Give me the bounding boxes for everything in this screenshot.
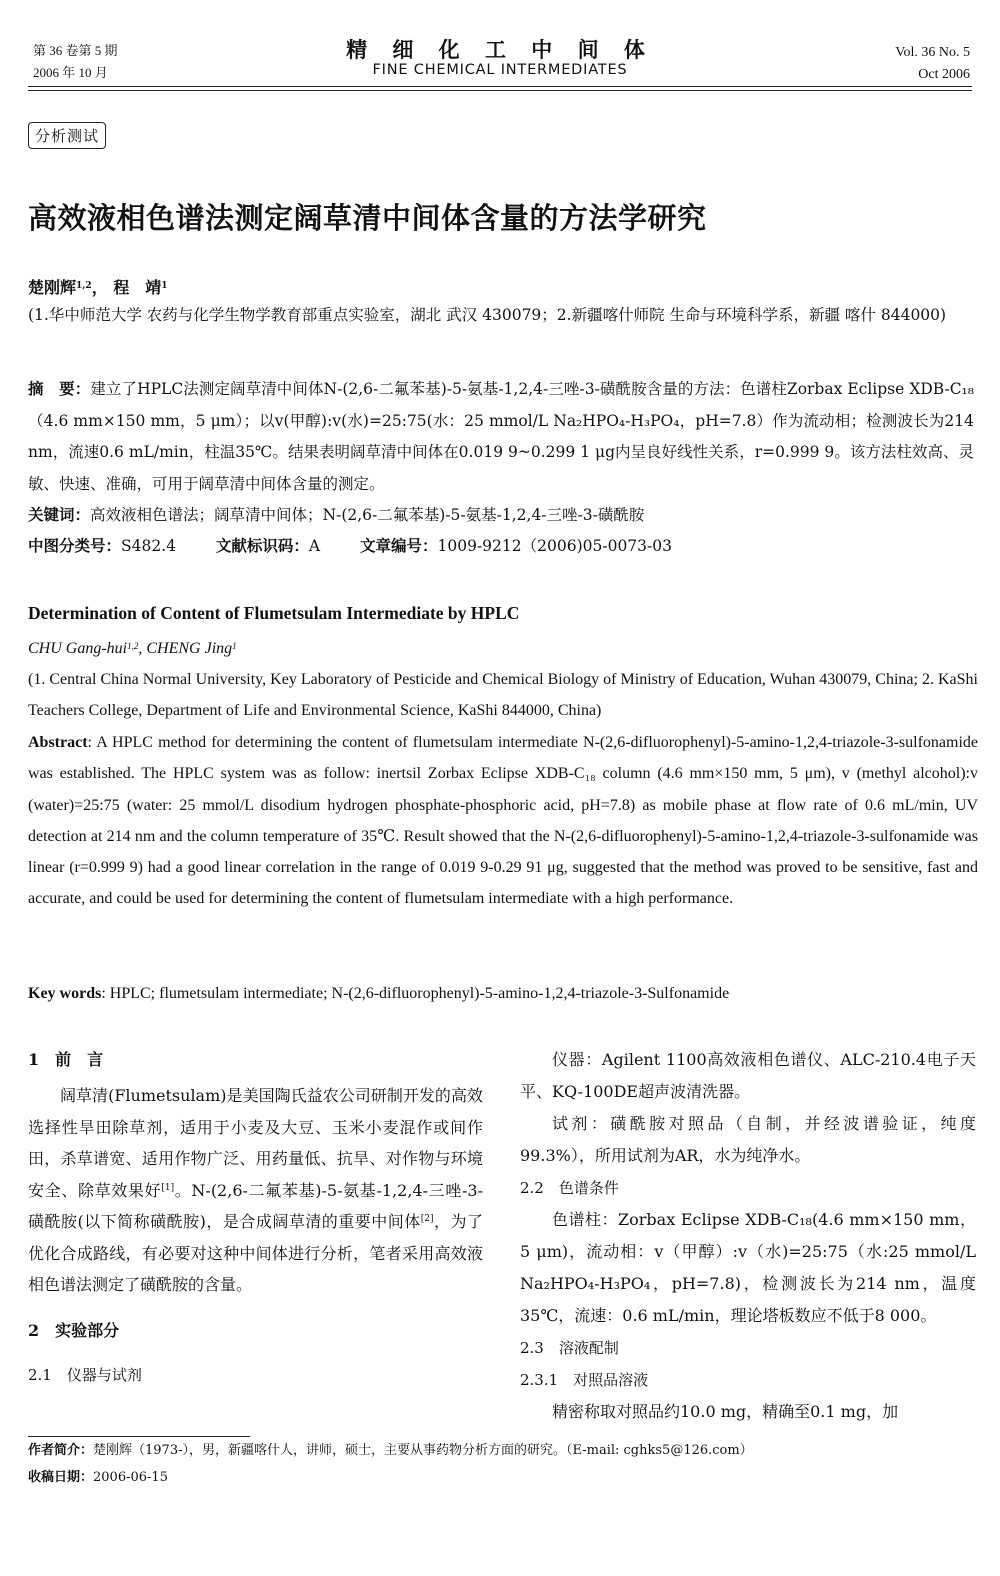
classification-line	[28, 530, 974, 562]
keywords-cn	[28, 499, 974, 531]
section-2-1-heading: 2.1 仪器与试剂	[28, 1365, 142, 1384]
journal-name-cn: 精 细 化 工 中 间 体	[346, 37, 654, 62]
header-rule-thin	[28, 90, 972, 91]
abstract-en	[28, 727, 978, 915]
abstract-cn-label: 摘 要：	[28, 379, 91, 398]
paper-title-en: Determination of Content of Flumetsulam Intermediate by HPLC	[28, 603, 520, 623]
abstract-en-text: : A HPLC method for determining the content of flumetsulam intermediate N-(2,6-difluorophenyl)-5-amino-1,2,4-triazole-3-sulfonamide was established. The HPLC system was as follow: inertsil Zorbax Eclipse XDB-C₁₈ column (4.6 mm×150 mm, 5 μm), v (methyl alcohol):v (water)=25:75 (water: 25 mmol/L disodium hydrogen phosphate-phosphoric acid, pH=7.8) as mobile phase at flow rate of 0.6 mL/min, UV detection at 214 nm and the column temperature of 35℃. Result showed that the N-(2,6-difluorophenyl)-5-amino-1,2,4-triazole-3-sulfonamide was linear (r=0.999 9) had a good linear correlation in the range of 0.019 9-0.29 91 μg, suggested that the method was proved to be sensitive, fast and accurate, and could be used for determining the content of flumetsulam intermediate with a high performance.	[28, 734, 978, 908]
volume-en: Vol. 36 No. 5	[895, 45, 970, 60]
keywords-en-text: : HPLC; flumetsulam intermediate; N-(2,6-difluorophenyl)-5-amino-1,2,4-triazole-3-Sulfonamide	[101, 985, 730, 1002]
section-2-3-heading: 2.3 溶液配制	[520, 1339, 619, 1357]
received-date-value: 2006-06-15	[93, 1470, 168, 1485]
author-affil-2: 1	[161, 281, 168, 291]
author-en-2: CHENG Jing	[146, 640, 233, 657]
paper-title-cn: 高效液相色谱法测定阔草清中间体含量的方法学研究	[28, 201, 707, 235]
citation-1: [1]	[161, 1182, 175, 1193]
keywords-en-label: Key words	[28, 985, 102, 1002]
author-name-2: 程 靖	[113, 278, 162, 297]
section-1-heading: 1 前 言	[28, 1050, 104, 1069]
doc-code-value: A	[308, 537, 321, 555]
received-date-label: 收稿日期：	[28, 1470, 94, 1485]
keywords-cn-label: 关键词：	[28, 505, 91, 524]
section-2-heading: 2 实验部分	[28, 1320, 120, 1340]
author-en-affil-2: 1	[232, 641, 237, 651]
keywords-cn-text: 高效液相色谱法；阔草清中间体；N-(2,6-二氟苯基)-5-氨基-1,2,4-三唑-3-磺酰胺	[90, 506, 645, 524]
journal-name-en: FINE CHEMICAL INTERMEDIATES	[372, 62, 628, 78]
body-right-column	[520, 1044, 976, 1428]
intro-text-2: 。N-(2,6-二氟苯基)-5-氨基-1,2,4-三唑-3-磺酰胺(以下简称磺酰胺)，是合成阔草清的重要中间体	[28, 1180, 483, 1231]
header-rule-thick	[28, 86, 972, 87]
received-date	[28, 1464, 168, 1492]
instruments-paragraph: 仪器：Agilent 1100高效液相色谱仪、ALC-210.4电子天平、KQ-100DE超声波清洗器。	[520, 1050, 976, 1101]
authors-en: CHU Gang-hui$^{1,2}$, CHENG Jing$^1$	[28, 640, 237, 657]
doc-code-label: 文献标识码：	[215, 536, 309, 555]
author-affil-1: 1,2	[76, 281, 92, 291]
authors-cn: 楚刚辉$^{1,2}$， 程 靖$^1$	[28, 278, 168, 297]
section-2-3-1-heading: 2.3.1 对照品溶液	[520, 1371, 649, 1389]
intro-text-3: ，为了优化合成路线，有必要对这种中间体进行分析，笔者采用高效液相色谱法测定了磺酰胺的含量。	[28, 1212, 483, 1294]
issue-number-cn: 第 36 卷第 5 期	[33, 43, 118, 58]
abstract-cn-text: 建立了HPLC法测定阔草清中间体N-(2,6-二氟苯基)-5-氨基-1,2,4-三唑-3-磺酰胺含量的方法：色谱柱Zorbax Eclipse XDB-C₁₈（4.6 mm×150 mm，5 μm）；以v(甲醇):v(水)=25:75(水：25 mmol/L Na₂HPO₄-H₃PO₄，pH=7.8）作为流动相；检测波长为214 nm，流速0.6 mL/min，柱温35℃。结果表明阔草清中间体在0.019 9~0.299 1 μg内呈良好线性关系，r=0.999 9。该方法柱效高、灵敏、快速、准确，可用于阔草清中间体含量的测定。	[28, 380, 974, 493]
introduction-paragraph	[28, 1080, 483, 1301]
author-bio	[28, 1437, 974, 1465]
intro-text-1: 阔草清(Flumetsulam)是美国陶氏益农公司研制开发的高效选择性旱田除草剂，适用于小麦及大豆、玉米小麦混作或间作田，杀草谱宽、适用作物广泛、用药量低、抗旱、对作物与环境安全、除草效果好	[28, 1086, 483, 1200]
chromatography-conditions-paragraph: 色谱柱：Zorbax Eclipse XDB-C₁₈(4.6 mm×150 mm，5 μm)，流动相：v（甲醇）:v（水)=25:75（水:25 mmol/L Na₂HPO₄-H₃PO₄，pH=7.8)，检测波长为214 nm，温度35℃，流速：0.6 mL/min，理论塔板数应不低于8 000。	[520, 1210, 976, 1325]
section-tag: 分析测试	[28, 122, 106, 149]
citation-2: [2]	[420, 1214, 434, 1224]
affiliation-en: (1. Central China Normal University, Key Laboratory of Pesticide and Chemical Biology of Ministry of Education, Wuhan 430079, China; 2. KaShi Teachers College, Department of Life and Environmental Science, KaShi 844000, China)	[28, 671, 978, 720]
issue-date-cn: 2006 年 10 月	[33, 65, 108, 80]
body-left-column	[28, 1044, 483, 1391]
date-en: Oct 2006	[918, 67, 970, 82]
abstract-cn	[28, 373, 974, 500]
keywords-en	[28, 978, 978, 1009]
reagents-paragraph: 试剂：磺酰胺对照品（自制，并经波谱验证，纯度99.3%），所用试剂为AR，水为纯净水。	[520, 1114, 976, 1165]
author-name-1: 楚刚辉	[28, 278, 77, 297]
clc-value: S482.4	[121, 537, 177, 555]
author-en-1: CHU Gang-hui	[28, 640, 128, 657]
article-number-value: 1009-9212（2006)05-0073-03	[437, 537, 672, 555]
author-bio-label: 作者简介：	[28, 1443, 94, 1458]
journal-issue-en	[895, 42, 970, 86]
reference-solution-paragraph: 精密称取对照品约10.0 mg，精确至0.1 mg，加	[552, 1402, 899, 1421]
author-en-affil-1: 1,2	[127, 641, 139, 651]
affiliation-cn: (1.华中师范大学 农药与化学生物学教育部重点实验室，湖北 武汉 430079；2.新疆喀什师院 生命与环境科学系，新疆 喀什 844000)	[28, 306, 947, 324]
article-number-label: 文章编号：	[359, 536, 438, 555]
section-2-2-heading: 2.2 色谱条件	[520, 1179, 619, 1197]
clc-label: 中图分类号：	[28, 536, 122, 555]
author-bio-text: 楚刚辉（1973-），男，新疆喀什人，讲师，硕士，主要从事药物分析方面的研究。（E-mail: cghks5@126.com）	[93, 1443, 753, 1458]
abstract-en-label: Abstract	[28, 734, 88, 751]
